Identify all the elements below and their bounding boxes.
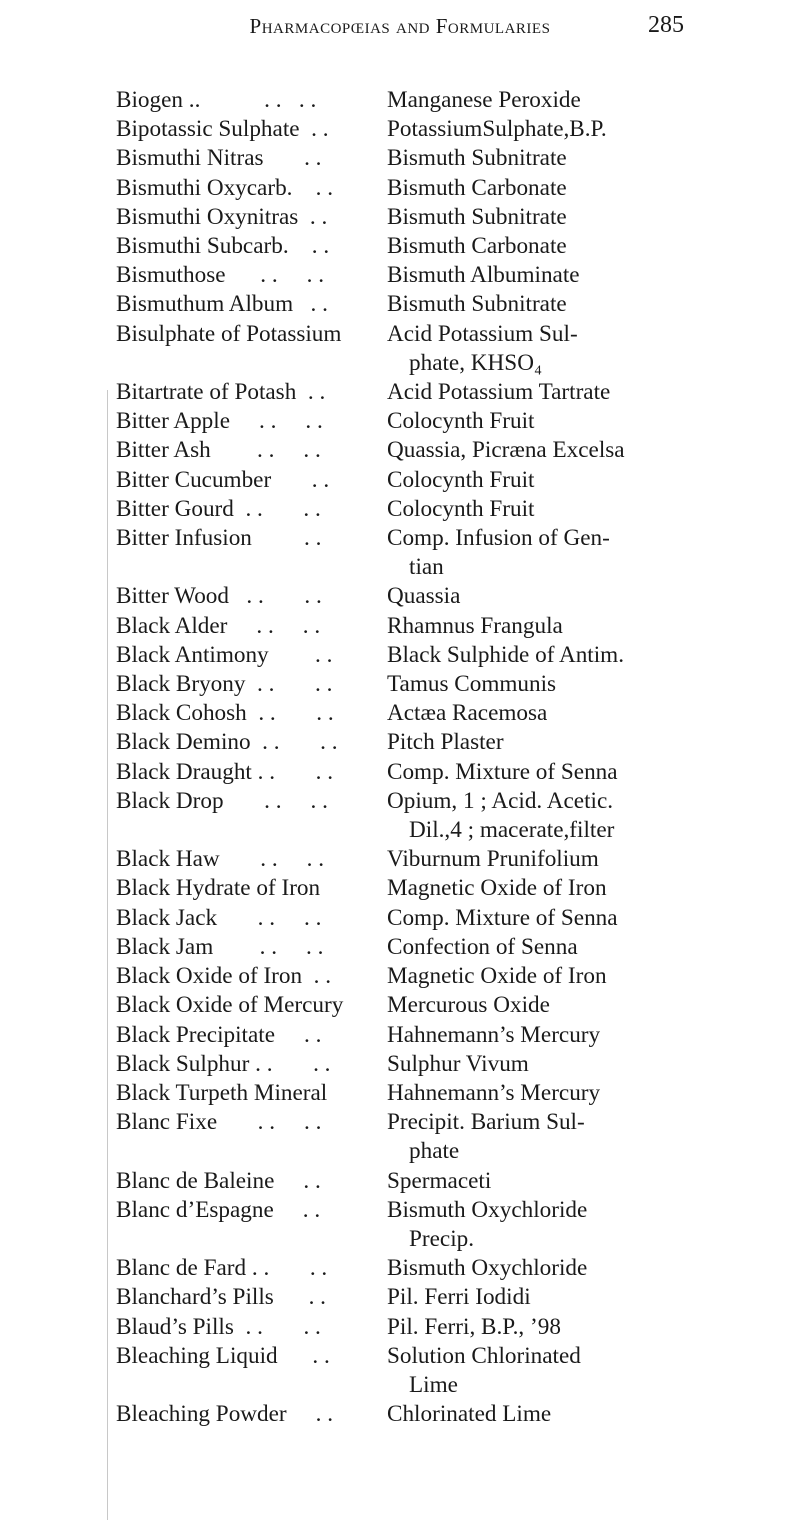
definition-line: Quassia, Picræna Excelsa bbox=[387, 437, 625, 464]
entry-term: Black Drop . . . . bbox=[116, 787, 328, 814]
definition-line: Black Sulphide of Antim. bbox=[387, 641, 625, 668]
entry-definition bbox=[387, 203, 716, 232]
list-item bbox=[116, 1021, 716, 1050]
entry-definition bbox=[387, 524, 716, 582]
list-item bbox=[116, 1342, 716, 1400]
entry-definition bbox=[387, 1313, 716, 1342]
list-item bbox=[116, 1283, 716, 1312]
entry-term: Black Precipitate . . bbox=[116, 1021, 322, 1048]
entry-definition bbox=[387, 1021, 716, 1050]
entry-term: Black Turpeth Mineral bbox=[116, 1079, 328, 1106]
entry-definition bbox=[387, 407, 716, 436]
definition-line: Comp. Mixture of Senna bbox=[387, 904, 618, 931]
entry-term: Bitter Wood . . . . bbox=[116, 583, 322, 610]
entry-term: Bipotassic Sulphate . . bbox=[116, 116, 329, 143]
definition-line: tian bbox=[409, 554, 444, 581]
entry-term: Black Oxide of Iron . . bbox=[116, 963, 332, 990]
entry-definition bbox=[387, 612, 716, 641]
entry-definition bbox=[387, 962, 716, 991]
entry-term: Black Hydrate of Iron bbox=[116, 875, 321, 902]
list-item bbox=[116, 174, 716, 203]
definition-line: Solution Chlorinated bbox=[387, 1342, 581, 1369]
list-item bbox=[116, 670, 716, 699]
entry-definition bbox=[387, 466, 716, 495]
entry-term: Bismuthum Album . . bbox=[116, 291, 328, 318]
definition-line: Bismuth Subnitrate bbox=[387, 203, 567, 230]
entry-definition bbox=[387, 261, 716, 290]
entry-definition bbox=[387, 728, 716, 757]
entry-term: Blanc Fixe . . . . bbox=[116, 1109, 322, 1136]
entry-term: Black Sulphur . . . . bbox=[116, 1050, 331, 1077]
list-item bbox=[116, 845, 716, 874]
definition-line: Opium, 1 ; Acid. Acetic. bbox=[387, 787, 614, 814]
entry-term: Bismuthose . . . . bbox=[116, 262, 325, 289]
list-item bbox=[116, 86, 716, 115]
entry-term: Black Antimony . . bbox=[116, 641, 333, 668]
list-item bbox=[116, 962, 716, 991]
list-item bbox=[116, 1313, 716, 1342]
definition-line: Hahnemann’s Mercury bbox=[387, 1021, 601, 1048]
entry-term: Bismuthi Nitras . . bbox=[116, 145, 322, 172]
definition-line: Hahnemann’s Mercury bbox=[387, 1079, 601, 1106]
entry-definition bbox=[387, 290, 716, 319]
running-head: Pharmacopœias and Formularies bbox=[249, 14, 551, 38]
definition-line: Bismuth Oxychloride bbox=[387, 1196, 588, 1223]
entry-definition bbox=[387, 232, 716, 261]
definition-line: Colocynth Fruit bbox=[387, 466, 535, 493]
definition-line: Colocynth Fruit bbox=[387, 495, 535, 522]
entry-definition bbox=[387, 1108, 716, 1166]
definition-line: Pil. Ferri, B.P., ’98 bbox=[387, 1313, 561, 1340]
definition-line: Pil. Ferri Iodidi bbox=[387, 1284, 531, 1311]
list-item bbox=[116, 904, 716, 933]
entry-definition bbox=[387, 758, 716, 787]
entry-definition bbox=[387, 1050, 716, 1079]
entry-definition bbox=[387, 699, 716, 728]
entry-definition bbox=[387, 1342, 716, 1400]
definition-line: Mercurous Oxide bbox=[387, 992, 550, 1019]
entry-definition bbox=[387, 582, 716, 611]
list-item bbox=[116, 758, 716, 787]
synonym-list bbox=[116, 86, 716, 1429]
definition-line: Colocynth Fruit bbox=[387, 408, 535, 435]
entry-definition bbox=[387, 1196, 716, 1254]
entry-term: Black Alder . . . . bbox=[116, 612, 321, 639]
list-item bbox=[116, 874, 716, 903]
entry-term: Bisulphate of Potassium bbox=[116, 320, 342, 347]
list-item bbox=[116, 787, 716, 845]
list-item bbox=[116, 524, 716, 582]
definition-line: Bismuth Albuminate bbox=[387, 262, 580, 289]
list-item bbox=[116, 1108, 716, 1166]
definition-line: phate bbox=[409, 1138, 460, 1165]
list-item bbox=[116, 728, 716, 757]
entry-term: Bitter Apple . . . . bbox=[116, 408, 323, 435]
definition-line: phate, KHSO₄ bbox=[409, 349, 543, 376]
list-item bbox=[116, 699, 716, 728]
definition-line: Spermaceti bbox=[387, 1167, 492, 1194]
entry-definition bbox=[387, 845, 716, 874]
definition-line: Magnetic Oxide of Iron bbox=[387, 875, 607, 902]
definition-line: Tamus Communis bbox=[387, 671, 557, 698]
entry-term: Bitter Ash . . . . bbox=[116, 437, 321, 464]
list-item bbox=[116, 612, 716, 641]
list-item bbox=[116, 991, 716, 1020]
entry-term: Black Haw . . . . bbox=[116, 846, 325, 873]
entry-definition bbox=[387, 1254, 716, 1283]
entry-definition bbox=[387, 436, 716, 465]
definition-line: Precip. bbox=[409, 1225, 475, 1252]
entry-definition bbox=[387, 933, 716, 962]
list-item bbox=[116, 933, 716, 962]
definition-line: Comp. Mixture of Senna bbox=[387, 758, 618, 785]
list-item bbox=[116, 115, 716, 144]
page-number: 285 bbox=[648, 12, 684, 38]
list-item bbox=[116, 495, 716, 524]
entry-definition bbox=[387, 1167, 716, 1196]
definition-line: Bismuth Carbonate bbox=[387, 233, 567, 260]
list-item bbox=[116, 378, 716, 407]
definition-line: Quassia bbox=[387, 583, 461, 610]
list-item bbox=[116, 232, 716, 261]
definition-line: PotassiumSulphate,B.P. bbox=[387, 116, 607, 143]
entry-term: Bitter Cucumber . . bbox=[116, 466, 330, 493]
entry-term: Black Demino . . . . bbox=[116, 729, 338, 756]
entry-term: Bismuthi Oxynitras . . bbox=[116, 203, 328, 230]
definition-line: Chlorinated Lime bbox=[387, 1401, 552, 1428]
list-item bbox=[116, 203, 716, 232]
entry-term: Bleaching Liquid . . bbox=[116, 1342, 330, 1369]
definition-line: Dil.,4 ; macerate,filter bbox=[409, 817, 615, 844]
entry-term: Black Oxide of Mercury bbox=[116, 992, 344, 1019]
definition-line: Precipit. Barium Sul- bbox=[387, 1109, 585, 1136]
definition-line: Magnetic Oxide of Iron bbox=[387, 963, 607, 990]
definition-line: Lime bbox=[409, 1371, 458, 1398]
definition-line: Bismuth Oxychloride bbox=[387, 1255, 588, 1282]
entry-term: Blanchard’s Pills . . bbox=[116, 1284, 326, 1311]
entry-definition bbox=[387, 1079, 716, 1108]
entry-definition bbox=[387, 641, 716, 670]
entry-term: Bismuthi Oxycarb. . . bbox=[116, 174, 334, 201]
list-item bbox=[116, 144, 716, 173]
list-item bbox=[116, 261, 716, 290]
entry-definition bbox=[387, 144, 716, 173]
list-item bbox=[116, 1400, 716, 1429]
entry-definition bbox=[387, 86, 716, 115]
entry-term: Bitter Gourd . . . . bbox=[116, 495, 321, 522]
definition-line: Sulphur Vivum bbox=[387, 1050, 529, 1077]
entry-term: Biogen .. . . . . bbox=[116, 87, 317, 113]
list-item bbox=[116, 290, 716, 319]
entry-term: Black Jack . . . . bbox=[116, 904, 322, 931]
list-item bbox=[116, 436, 716, 465]
definition-line: Acid Potassium Sul- bbox=[387, 320, 578, 347]
list-item bbox=[116, 1196, 716, 1254]
definition-line: Acid Potassium Tartrate bbox=[387, 379, 611, 406]
entry-term: Bismuthi Subcarb. . . bbox=[116, 233, 330, 260]
entry-definition bbox=[387, 1283, 716, 1312]
entry-definition bbox=[387, 1400, 716, 1429]
definition-line: Confection of Senna bbox=[387, 933, 578, 960]
definition-line: Bismuth Carbonate bbox=[387, 174, 567, 201]
entry-term: Blanc de Fard . . . . bbox=[116, 1255, 328, 1282]
definition-line: Actæa Racemosa bbox=[387, 700, 548, 727]
entry-term: Black Draught . . . . bbox=[116, 758, 334, 785]
list-item bbox=[116, 641, 716, 670]
entry-definition bbox=[387, 174, 716, 203]
definition-line: Comp. Infusion of Gen- bbox=[387, 525, 610, 552]
list-item bbox=[116, 582, 716, 611]
entry-term: Blanc d’Espagne . . bbox=[116, 1196, 321, 1223]
entry-definition bbox=[387, 495, 716, 524]
list-item bbox=[116, 466, 716, 495]
entry-term: Bitartrate of Potash . . bbox=[116, 379, 326, 406]
entry-term: Black Cohosh . . . . bbox=[116, 700, 334, 727]
margin-rule bbox=[107, 390, 108, 1520]
entry-term: Black Bryony . . . . bbox=[116, 671, 333, 698]
list-item bbox=[116, 320, 716, 378]
list-item bbox=[116, 1079, 716, 1108]
entry-term: Black Jam . . . . bbox=[116, 933, 324, 960]
entry-term: Blaud’s Pills . . . . bbox=[116, 1313, 321, 1340]
entry-definition bbox=[387, 904, 716, 933]
definition-line: Pitch Plaster bbox=[387, 729, 504, 756]
definition-line: Viburnum Prunifolium bbox=[387, 846, 599, 873]
list-item bbox=[116, 1050, 716, 1079]
definition-line: Bismuth Subnitrate bbox=[387, 291, 567, 318]
entry-term: Bitter Infusion . . bbox=[116, 525, 322, 552]
list-item bbox=[116, 1167, 716, 1196]
entry-term: Bleaching Powder . . bbox=[116, 1401, 334, 1428]
definition-line: Manganese Peroxide bbox=[387, 87, 581, 113]
list-item bbox=[116, 1254, 716, 1283]
entry-definition bbox=[387, 787, 716, 845]
entry-term: Blanc de Baleine . . bbox=[116, 1167, 321, 1194]
entry-definition bbox=[387, 378, 716, 407]
entry-definition bbox=[387, 874, 716, 903]
definition-line: Rhamnus Frangula bbox=[387, 612, 563, 639]
entry-definition bbox=[387, 670, 716, 699]
entry-definition bbox=[387, 320, 716, 378]
entry-definition bbox=[387, 991, 716, 1020]
definition-line: Bismuth Subnitrate bbox=[387, 145, 567, 172]
entry-definition bbox=[387, 115, 716, 144]
list-item bbox=[116, 407, 716, 436]
